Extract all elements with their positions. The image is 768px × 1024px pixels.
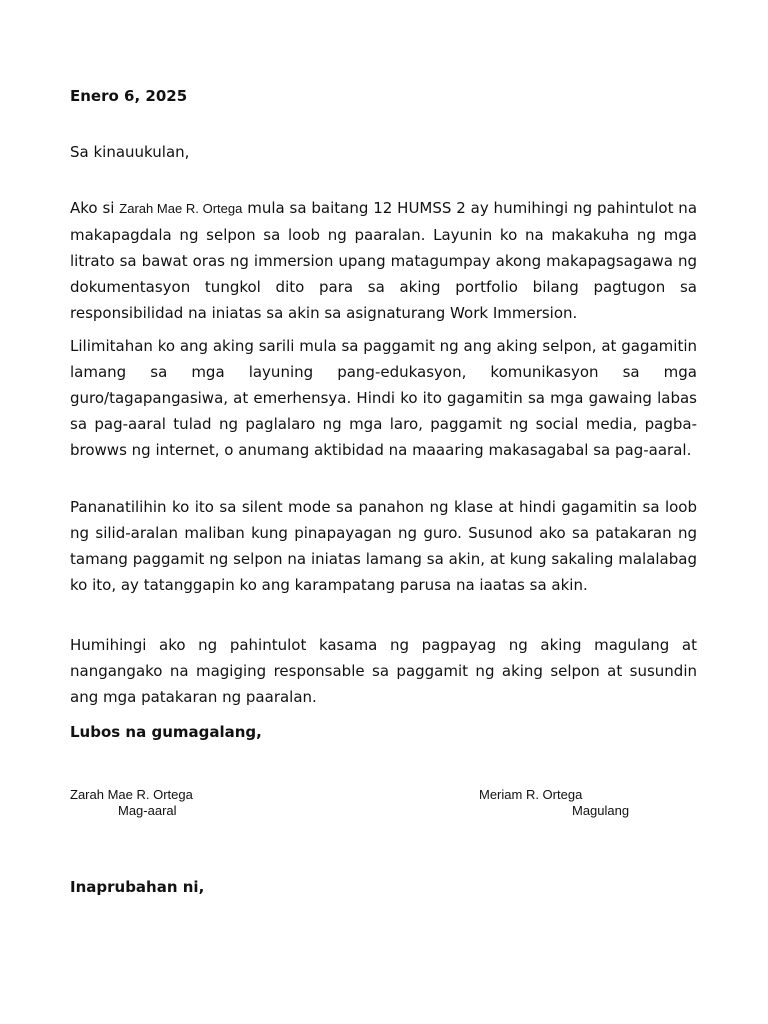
paragraph-request <box>70 195 697 326</box>
parent-signature-name: Meriam R. Ortega <box>479 787 583 802</box>
parent-signature-role: Magulang <box>572 803 630 818</box>
student-name-inline: Zarah Mae R. Ortega <box>119 201 243 216</box>
paragraph-limitations: Lilimitahan ko ang aking sarili mula sa paggamit ng ang aking selpon, at gagamitin lamang sa mga layuning pang-edukasyon, komunikasyon sa mga guro/tagapangasiwa, at emerhensya. Hindi ko ito gagamitin sa mga gawaing labas sa pag-aaral tulad ng paglalaro ng mga laro, paggamit ng social media, pagba-browws ng internet, o anumang aktibidad na maaaring makasagabal sa pag-aaral. <box>70 337 697 459</box>
paragraph-silent-mode: Pananatilihin ko ito sa silent mode sa panahon ng klase at hindi gagamitin sa loob ng silid-aralan maliban kung pinapayagan ng guro. Susunod ako sa patakaran ng tamang paggamit ng selpon na iniatas lamang sa akin, at kung sakaling malalabag ko ito, ay tatanggapin ko ang karampatang parusa na iaatas sa akin. <box>70 498 697 594</box>
salutation: Sa kinauukulan, <box>70 143 190 161</box>
student-signature-name: Zarah Mae R. Ortega <box>70 787 193 802</box>
closing: Lubos na gumagalang, <box>70 723 262 741</box>
paragraph-request-text: mula sa baitang 12 HUMSS 2 ay humihingi ng pahintulot na makapagdala ng selpon sa loob ng paaralan. Layunin ko na makakuha ng mga litrato sa bawat oras ng immersion upang matagumpay akong makapagsagawa ng dokumentasyon tungkol dito para sa aking portfolio bilang pagtugon sa responsibilidad na iniatas sa akin sa asignaturang Work Immersion. <box>70 199 698 322</box>
student-signature-role: Mag-aaral <box>118 803 177 818</box>
paragraph-request-prefix: Ako si <box>70 199 120 217</box>
letter-date: Enero 6, 2025 <box>70 87 188 105</box>
paragraph-parent-consent: Humihingi ako ng pahintulot kasama ng pagpayag ng aking magulang at nangangako na magiging responsable sa paggamit ng aking selpon at susundin ang mga patakaran ng paaralan. <box>70 636 697 706</box>
approval-label: Inaprubahan ni, <box>70 878 205 896</box>
